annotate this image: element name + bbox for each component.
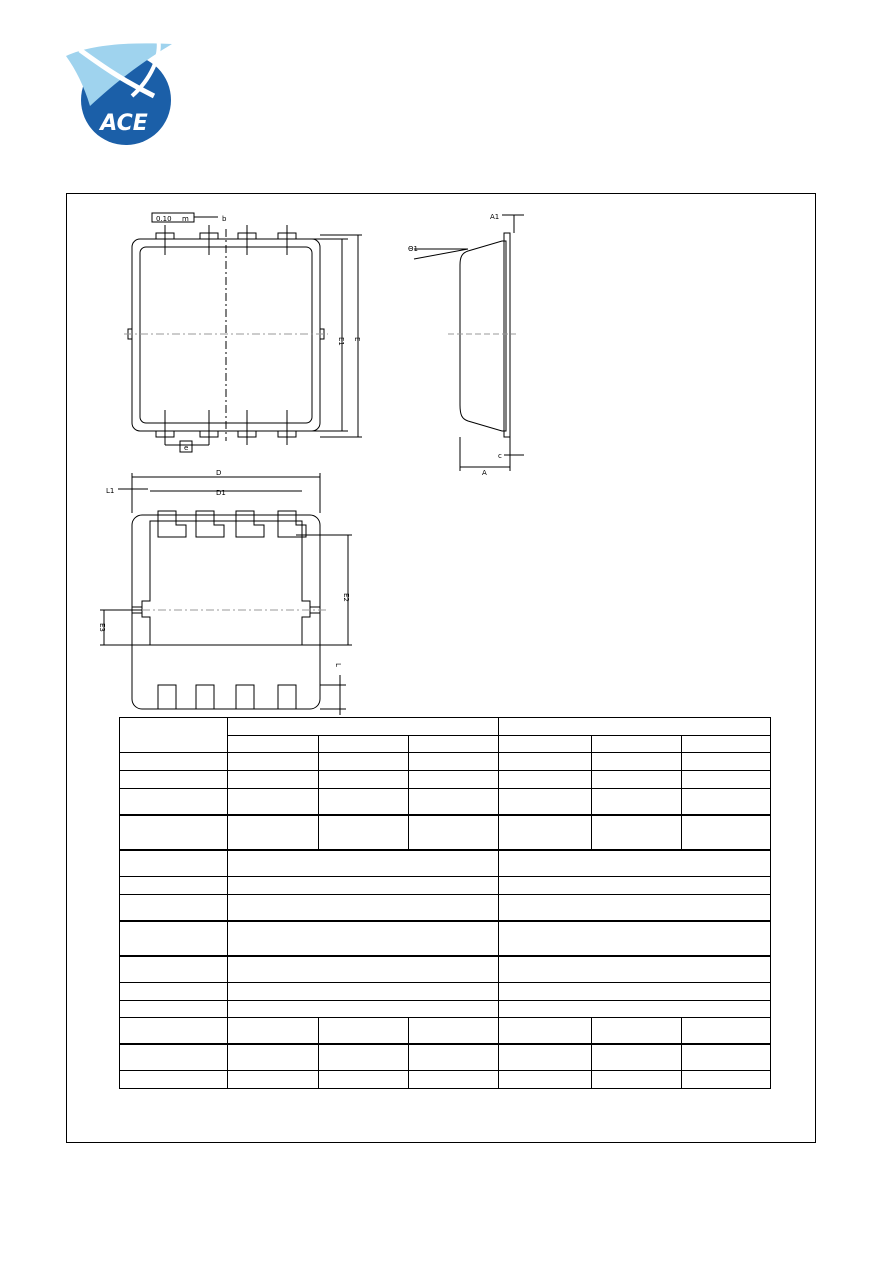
label-A: A [482,469,487,477]
table-cell [318,735,408,753]
table-cell [318,815,408,850]
table-cell [120,982,228,1000]
table-cell [120,921,228,956]
table-cell [592,753,681,771]
table-cell [318,770,408,788]
table-cell [409,735,498,753]
table-cell [681,1044,770,1071]
table-row [120,788,771,815]
ace-logo [62,36,182,146]
table-cell [592,1044,681,1071]
table-cell [120,956,228,983]
table-cell [681,770,770,788]
table-cell [409,815,498,850]
table-cell [498,1071,591,1089]
table-cell [120,1000,228,1018]
table-cell [318,1018,408,1045]
table-cell [681,815,770,850]
table-cell [228,921,498,956]
table-cell [318,1071,408,1089]
table-cell [498,956,770,983]
table-row [120,815,771,850]
table-cell [120,1018,228,1045]
label-E1: E1 [337,337,345,346]
table-row [120,921,771,956]
table-cell [498,718,770,736]
label-E: E [353,337,361,342]
label-D: D [216,469,222,477]
label-A1: A1 [490,213,500,221]
table-cell [498,788,591,815]
table-cell [120,753,228,771]
package-outline-drawing [96,205,536,715]
table-cell [120,815,228,850]
table-cell [498,815,591,850]
table-cell [120,788,228,815]
table-cell [409,1018,498,1045]
label-b: b [222,215,227,223]
table-cell [592,815,681,850]
table-cell [228,1018,318,1045]
table-row [120,770,771,788]
table-row [120,1071,771,1089]
label-D1: D1 [216,489,226,497]
label-e: e [184,444,189,452]
table-row [120,1018,771,1045]
table-cell [592,735,681,753]
table-row [120,850,771,877]
table-cell [681,735,770,753]
table-cell [409,770,498,788]
table-cell [498,753,591,771]
table-cell [228,876,498,894]
table-row [120,982,771,1000]
label-c: c [498,452,502,460]
table-cell [681,1018,770,1045]
table-cell [592,788,681,815]
label-theta: Θ1 [408,245,418,253]
table-cell [120,894,228,921]
table-cell [681,788,770,815]
table-row [120,956,771,983]
table-cell [318,753,408,771]
table-row [120,753,771,771]
table-cell [318,1044,408,1071]
table-cell [228,718,498,736]
tolerance-unit: m [182,215,189,223]
table-cell [228,815,318,850]
table-cell [409,1044,498,1071]
table-cell [120,718,228,753]
table-cell [228,1071,318,1089]
table-cell [409,753,498,771]
table-cell [228,1000,498,1018]
table-row [120,1000,771,1018]
table-cell [228,982,498,1000]
table-cell [228,735,318,753]
table-cell [498,850,770,877]
table-cell [498,876,770,894]
table-cell [228,753,318,771]
table-cell [120,876,228,894]
dimension-table [119,717,771,1089]
table-row [120,876,771,894]
table-cell [498,1000,770,1018]
table-cell [120,1044,228,1071]
table-cell [228,1044,318,1071]
table-cell [498,894,770,921]
table-cell [498,770,591,788]
table-cell [592,1071,681,1089]
label-L1: L1 [106,487,115,495]
table-cell [498,735,591,753]
table-cell [409,1071,498,1089]
tolerance-value: 0.10 [156,215,172,223]
table-header-row [120,718,771,736]
table-cell [228,788,318,815]
label-E2: E2 [342,593,350,602]
table-cell [120,850,228,877]
table-cell [120,1071,228,1089]
table-cell [228,956,498,983]
table-cell [228,850,498,877]
table-cell [318,788,408,815]
table-cell [120,770,228,788]
table-row [120,894,771,921]
label-L: L [334,663,342,667]
table-cell [498,1018,591,1045]
table-cell [681,753,770,771]
table-cell [592,770,681,788]
table-cell [681,1071,770,1089]
table-cell [498,921,770,956]
table-cell [498,1044,591,1071]
table-cell [228,770,318,788]
table-cell [409,788,498,815]
logo-text: ACE [100,111,148,136]
table-row [120,1044,771,1071]
table-cell [228,894,498,921]
table-cell [498,982,770,1000]
table-cell [592,1018,681,1045]
label-E3: E3 [98,623,106,632]
